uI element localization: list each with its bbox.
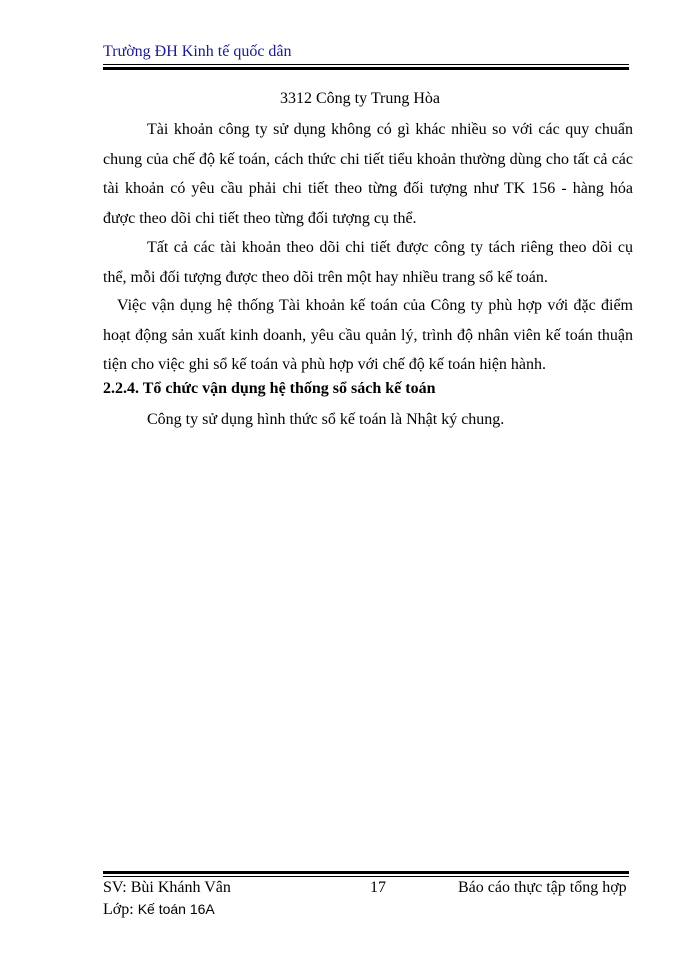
footer-class-value: Kế toán 16A: [137, 901, 215, 917]
header-rule-thick: [103, 67, 629, 70]
paragraph-2: [103, 233, 633, 292]
section-title: 3312 Công ty Trung Hòa: [279, 90, 441, 107]
footer-student-name: SV: Bùi Khánh Vân: [103, 879, 231, 896]
paragraph-1: [103, 115, 633, 233]
footer-rule-thick: [103, 871, 629, 874]
paragraph-3: [103, 291, 633, 380]
subsection-heading: 2.2.4. Tổ chức vận dụng hệ thống sổ sách kế toán: [103, 380, 436, 397]
paragraph-line: hoạt động sản xuất kinh doanh, yêu cầu quản lý, trình độ nhân viên kế toán thuận: [103, 326, 633, 344]
subsection-text: Công ty sử dụng hình thức sổ kế toán là Nhật ký chung.: [147, 411, 505, 428]
header-rule-thin: [103, 64, 629, 65]
paragraph-line: tài khoản có yêu cầu phải chi tiết theo từng đối tượng như TK 156 - hàng hóa: [103, 180, 633, 197]
paragraph-line: Tất cả các tài khoản theo dõi chi tiết được công ty tách riêng theo dõi cụ: [147, 239, 633, 256]
header-school-name: Trường ĐH Kinh tế quốc dân: [103, 43, 292, 60]
footer-class-label: Lớp:: [103, 901, 138, 918]
footer-report-title: Báo cáo thực tập tổng hợp: [458, 879, 627, 896]
footer-rule-thin: [103, 876, 629, 877]
paragraph-line: chung của chế độ kế toán, cách thức chi tiết tiểu khoản thường dùng cho tất cả các: [103, 150, 633, 168]
paragraph-line: tiện cho việc ghi sổ kế toán và phù hợp với chế độ kế toán hiện hành.: [103, 356, 547, 373]
paragraph-line: Tài khoản công ty sử dụng không có gì khác nhiều so với các quy chuẩn: [147, 121, 633, 138]
paragraph-line: Việc vận dụng hệ thống Tài khoản kế toán của Công ty phù hợp với đặc điểm: [117, 297, 633, 314]
paragraph-line: được theo dõi chi tiết theo từng đối tượng cụ thể.: [103, 209, 417, 227]
paragraph-line: thể, mỗi đối tượng được theo dõi trên một hay nhiều trang sổ kế toán.: [103, 268, 548, 286]
footer-class: [103, 901, 215, 919]
footer-page-number: 17: [370, 879, 386, 896]
